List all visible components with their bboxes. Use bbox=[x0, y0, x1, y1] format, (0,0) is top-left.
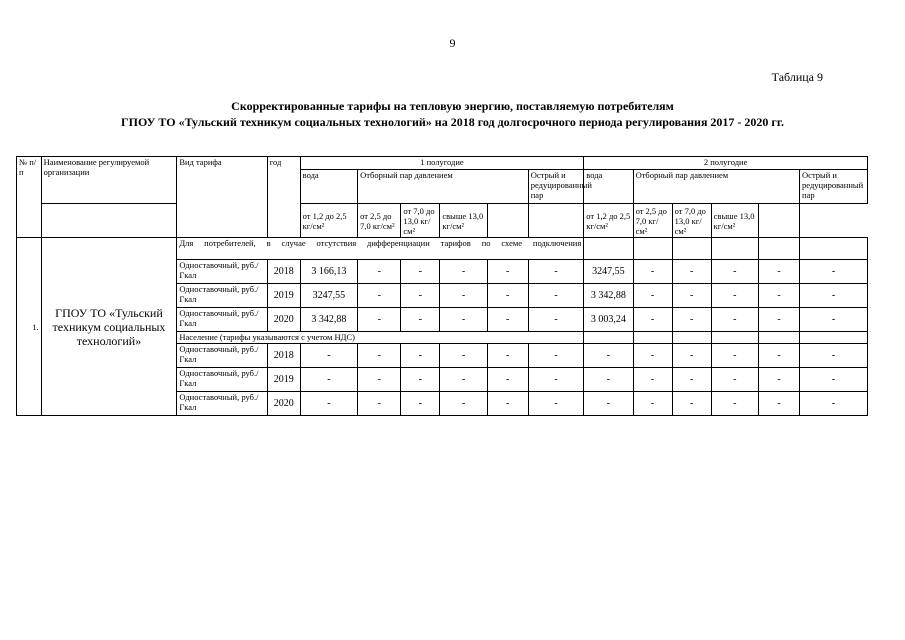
steam-half-2: - bbox=[633, 284, 672, 308]
section-consumers-empty bbox=[672, 238, 711, 260]
org-name: ГПОУ ТО «Тульский техникум социальных технологий» bbox=[41, 238, 177, 416]
steam-half-2: - bbox=[800, 260, 868, 284]
steam-half-2: - bbox=[633, 392, 672, 416]
header-steam-2: Отборный пар давлением bbox=[633, 170, 799, 204]
steam-half-1: - bbox=[487, 308, 528, 332]
tariff-type: Одноставочный, руб./Гкал bbox=[177, 260, 267, 284]
steam-half-1: - bbox=[358, 260, 401, 284]
header-p4-2: свыше 13,0 кг/см² bbox=[711, 204, 758, 238]
header-sharp-steam-2: Острый и редуцированный пар bbox=[800, 170, 868, 204]
steam-half-1: - bbox=[487, 392, 528, 416]
steam-half-1: - bbox=[401, 284, 440, 308]
section-population-empty bbox=[800, 332, 868, 344]
water-half-1: 3247,55 bbox=[300, 284, 358, 308]
steam-half-2: - bbox=[672, 392, 711, 416]
page-number: 9 bbox=[449, 36, 456, 50]
header-p3-2: от 7,0 до 13,0 кг/см² bbox=[672, 204, 711, 238]
header-water-1-sub bbox=[41, 204, 177, 238]
year: 2018 bbox=[267, 344, 300, 368]
header-sharp-2-sub bbox=[758, 204, 799, 238]
header-sharp-steam-1: Острый и редуцированный пар bbox=[528, 170, 584, 204]
water-half-2: - bbox=[584, 344, 633, 368]
steam-half-2: - bbox=[633, 344, 672, 368]
year: 2020 bbox=[267, 392, 300, 416]
steam-half-2: - bbox=[672, 284, 711, 308]
steam-half-2: - bbox=[758, 260, 799, 284]
header-water-2-sub bbox=[528, 204, 584, 238]
steam-half-2: - bbox=[758, 368, 799, 392]
water-half-2: 3 342,88 bbox=[584, 284, 633, 308]
steam-half-1: - bbox=[358, 344, 401, 368]
steam-half-1: - bbox=[401, 344, 440, 368]
steam-half-2: - bbox=[800, 284, 868, 308]
steam-half-1: - bbox=[528, 368, 584, 392]
header-p1-2: от 1,2 до 2,5 кг/см² bbox=[584, 204, 633, 238]
water-half-1: 3 166,13 bbox=[300, 260, 358, 284]
section-consumers-empty bbox=[711, 238, 758, 260]
section-population-empty bbox=[633, 332, 672, 344]
tariff-type: Одноставочный, руб./Гкал bbox=[177, 368, 267, 392]
steam-half-2: - bbox=[800, 308, 868, 332]
header-half-1: 1 полугодие bbox=[300, 157, 584, 170]
header-tariff-type: Вид тарифа bbox=[177, 157, 267, 238]
header-org: Наименование регулируемой организации bbox=[41, 157, 177, 204]
water-half-2: 3247,55 bbox=[584, 260, 633, 284]
steam-half-2: - bbox=[672, 368, 711, 392]
steam-half-1: - bbox=[487, 260, 528, 284]
year: 2020 bbox=[267, 308, 300, 332]
steam-half-2: - bbox=[672, 260, 711, 284]
steam-half-1: - bbox=[440, 284, 487, 308]
steam-half-2: - bbox=[633, 308, 672, 332]
steam-half-2: - bbox=[633, 368, 672, 392]
steam-half-2: - bbox=[711, 368, 758, 392]
section-consumers-empty bbox=[633, 238, 672, 260]
steam-half-1: - bbox=[440, 392, 487, 416]
water-half-2: 3 003,24 bbox=[584, 308, 633, 332]
section-population-empty bbox=[711, 332, 758, 344]
steam-half-1: - bbox=[401, 368, 440, 392]
tariff-type: Одноставочный, руб./Гкал bbox=[177, 284, 267, 308]
header-p4-1: свыше 13,0 кг/см² bbox=[440, 204, 487, 238]
steam-half-1: - bbox=[528, 392, 584, 416]
steam-half-1: - bbox=[440, 368, 487, 392]
water-half-1: - bbox=[300, 368, 358, 392]
steam-half-1: - bbox=[487, 284, 528, 308]
title-line-2: ГПОУ ТО «Тульский техникум социальных технологий» на 2018 год долгосрочного периода регулирования 2017 - 2020 гг. bbox=[121, 115, 784, 129]
steam-half-2: - bbox=[711, 344, 758, 368]
header-p2-1: от 2,5 до 7,0 кг/см² bbox=[358, 204, 401, 238]
steam-half-1: - bbox=[358, 284, 401, 308]
steam-half-1: - bbox=[440, 260, 487, 284]
header-p2-2: от 2,5 до 7,0 кг/см² bbox=[633, 204, 672, 238]
document-title bbox=[0, 98, 905, 130]
steam-half-1: - bbox=[528, 260, 584, 284]
section-population-empty bbox=[672, 332, 711, 344]
steam-half-2: - bbox=[672, 344, 711, 368]
steam-half-2: - bbox=[672, 308, 711, 332]
steam-half-1: - bbox=[528, 308, 584, 332]
steam-half-1: - bbox=[401, 260, 440, 284]
steam-half-2: - bbox=[633, 260, 672, 284]
tariff-type: Одноставочный, руб./Гкал bbox=[177, 392, 267, 416]
steam-half-2: - bbox=[711, 260, 758, 284]
section-consumers-empty bbox=[800, 238, 868, 260]
section-consumers: Для потребителей, в случае отсутствия дифференциации тарифов по схеме подключения bbox=[177, 238, 584, 260]
section-consumers-empty bbox=[584, 238, 633, 260]
tariff-type: Одноставочный, руб./Гкал bbox=[177, 308, 267, 332]
header-year: год bbox=[267, 157, 300, 238]
header-steam-1: Отборный пар давлением bbox=[358, 170, 529, 204]
header-water-1: вода bbox=[300, 170, 358, 204]
section-population-empty bbox=[584, 332, 633, 344]
year: 2019 bbox=[267, 368, 300, 392]
steam-half-1: - bbox=[401, 308, 440, 332]
steam-half-2: - bbox=[711, 308, 758, 332]
steam-half-2: - bbox=[758, 392, 799, 416]
steam-half-1: - bbox=[358, 308, 401, 332]
steam-half-2: - bbox=[711, 392, 758, 416]
header-sharp-1-sub bbox=[487, 204, 528, 238]
steam-half-1: - bbox=[440, 308, 487, 332]
row-number: 1. bbox=[17, 238, 42, 416]
steam-half-2: - bbox=[711, 284, 758, 308]
water-half-1: - bbox=[300, 392, 358, 416]
tariff-type: Одноставочный, руб./Гкал bbox=[177, 344, 267, 368]
water-half-2: - bbox=[584, 368, 633, 392]
steam-half-1: - bbox=[487, 368, 528, 392]
steam-half-2: - bbox=[758, 344, 799, 368]
header-p3-1: от 7,0 до 13,0 кг/см² bbox=[401, 204, 440, 238]
water-half-1: - bbox=[300, 344, 358, 368]
steam-half-1: - bbox=[358, 368, 401, 392]
steam-half-1: - bbox=[401, 392, 440, 416]
water-half-1: 3 342,88 bbox=[300, 308, 358, 332]
steam-half-1: - bbox=[528, 344, 584, 368]
header-p1-1: от 1,2 до 2,5 кг/см² bbox=[300, 204, 358, 238]
steam-half-2: - bbox=[758, 308, 799, 332]
header-half-2: 2 полугодие bbox=[584, 157, 868, 170]
header-num: № п/п bbox=[17, 157, 42, 238]
steam-half-2: - bbox=[758, 284, 799, 308]
steam-half-1: - bbox=[440, 344, 487, 368]
tariff-table bbox=[16, 156, 868, 416]
steam-half-1: - bbox=[358, 392, 401, 416]
section-population: Население (тарифы указываются с учетом НДС) bbox=[177, 332, 584, 344]
header-water-2: вода bbox=[584, 170, 633, 204]
steam-half-2: - bbox=[800, 368, 868, 392]
section-population-empty bbox=[758, 332, 799, 344]
table-label: Таблица 9 bbox=[771, 70, 823, 84]
section-consumers-empty bbox=[758, 238, 799, 260]
steam-half-1: - bbox=[528, 284, 584, 308]
title-line-1: Скорректированные тарифы на тепловую энергию, поставляемую потребителям bbox=[231, 99, 674, 113]
steam-half-1: - bbox=[487, 344, 528, 368]
year: 2019 bbox=[267, 284, 300, 308]
year: 2018 bbox=[267, 260, 300, 284]
steam-half-2: - bbox=[800, 344, 868, 368]
steam-half-2: - bbox=[800, 392, 868, 416]
water-half-2: - bbox=[584, 392, 633, 416]
